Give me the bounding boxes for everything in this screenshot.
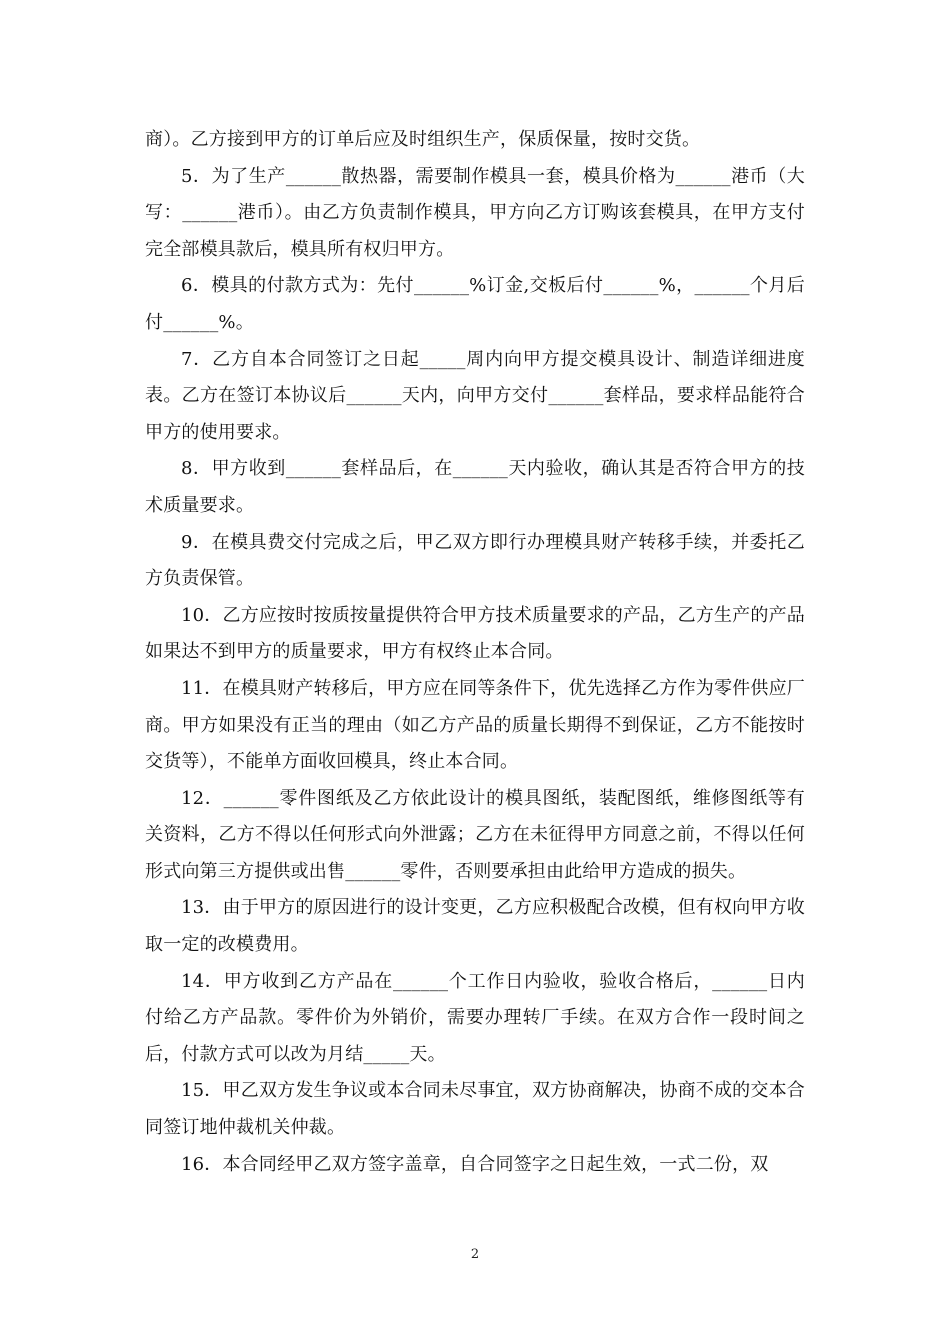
clause-9: 9．在模具费交付完成之后，甲乙双方即行办理模具财产转移手续，并委托乙方负责保管。: [145, 531, 805, 590]
clause-6: 6．模具的付款方式为：先付______%订金,交板后付______%，______个月后付______%。: [145, 275, 805, 333]
clause-15: 15．甲乙双方发生争议或本合同未尽事宜，双方协商解决，协商不成的交本合同签订地仲裁机关仲裁。: [145, 1080, 805, 1139]
clause-14: 14．甲方收到乙方产品在______个工作日内验收，验收合格后，______日内付给乙方产品款。零件价为外销价，需要办理转厂手续。在双方合作一段时间之后，付款方式可以改为月结_____天。: [145, 970, 805, 1065]
clause-11: 11．在模具财产转移后，甲方应在同等条件下，优先选择乙方作为零件供应厂商。甲方如果没有正当的理由（如乙方产品的质量长期得不到保证，乙方不能按时交货等），不能单方面收回模具，终止本合同。: [145, 677, 805, 773]
clause-13: 13．由于甲方的原因进行的设计变更，乙方应积极配合改模，但有权向甲方收取一定的改模费用。: [145, 897, 805, 956]
clause-5: 5．为了生产______散热器，需要制作模具一套，模具价格为______港币（大写：______港币）。由乙方负责制作模具，甲方向乙方订购该套模具，在甲方支付完全部模具款后，模具所有权归甲方。: [145, 165, 805, 260]
clause-10: 10．乙方应按时按质按量提供符合甲方技术质量要求的产品，乙方生产的产品如果达不到甲方的质量要求，甲方有权终止本合同。: [145, 604, 805, 663]
clause-8: 8．甲方收到______套样品后，在______天内验收，确认其是否符合甲方的技术质量要求。: [145, 458, 805, 516]
page-number: 2: [470, 1247, 480, 1262]
paragraph-continued: 商）。乙方接到甲方的订单后应及时组织生产，保质保量，按时交货。: [145, 129, 701, 150]
clause-12: 12．______零件图纸及乙方依此设计的模具图纸，装配图纸，维修图纸等有关资料，乙方不得以任何形式向外泄露；乙方在未征得甲方同意之前，不得以任何形式向第三方提供或出售______零件，否则要承担由此给甲方造成的损失。: [145, 787, 805, 882]
clause-16: 16．本合同经甲乙双方签字盖章，自合同签字之日起生效，一式二份，双: [181, 1153, 769, 1175]
clause-7: 7．乙方自本合同签订之日起_____周内向甲方提交模具设计、制造详细进度表。乙方在签订本协议后______天内，向甲方交付______套样品，要求样品能符合甲方的使用要求。: [145, 348, 805, 443]
contract-body: [145, 122, 805, 1183]
